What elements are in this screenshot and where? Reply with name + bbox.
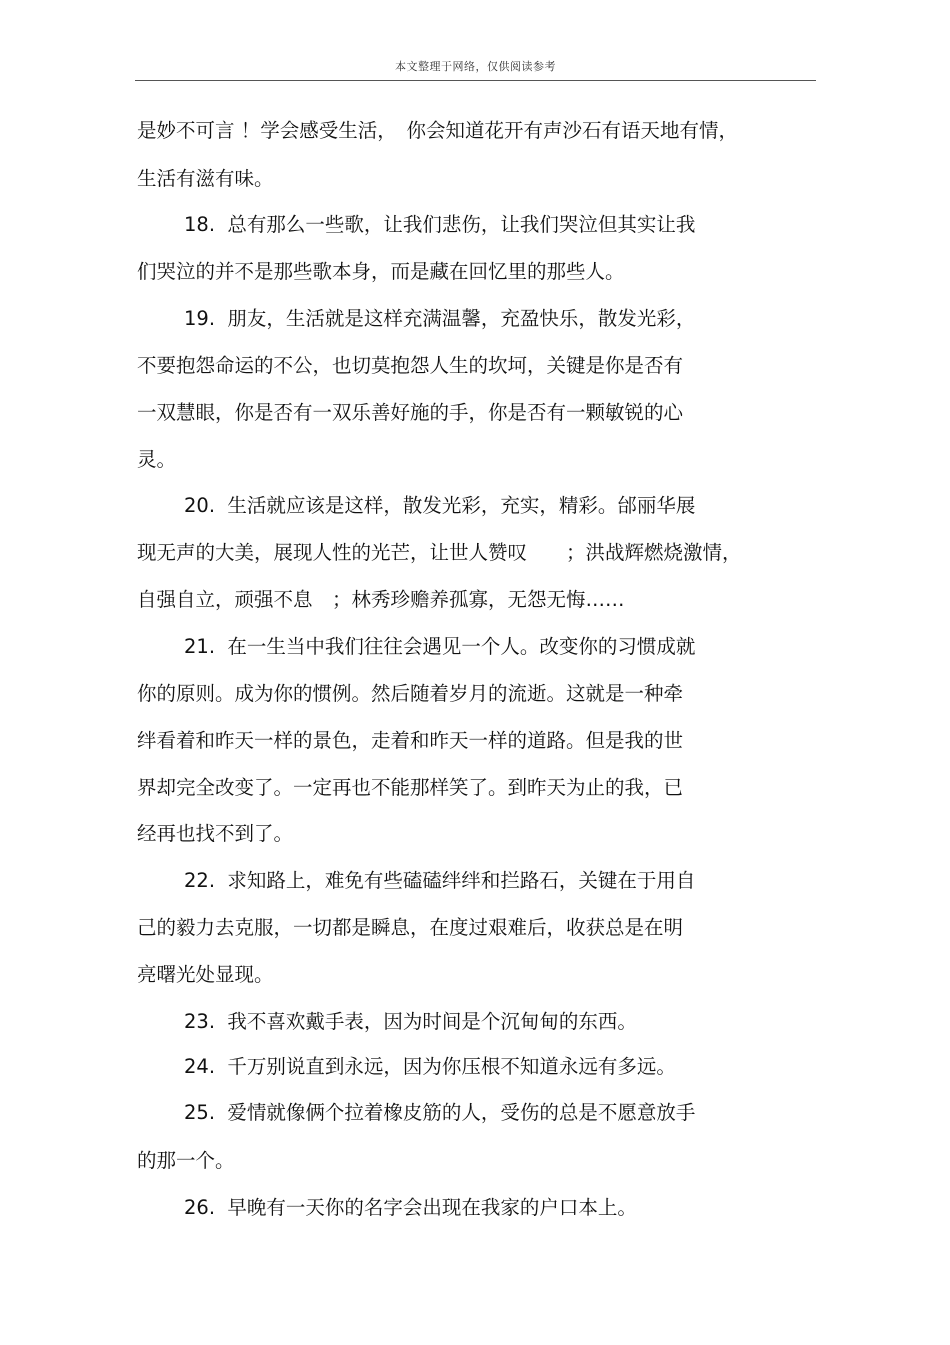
page-header: 本文整理于网络，仅供阅读参考 <box>395 60 556 73</box>
text-line: 绊看着和昨天一样的景色，走着和昨天一样的道路。但是我的世 <box>137 729 684 752</box>
text-line: 经再也找不到了。 <box>137 822 294 845</box>
item-21-line: 21. 在一生当中我们往往会遇见一个人。改变你的习惯成就 <box>184 635 696 658</box>
text-line: 亮曙光处显现。 <box>137 963 274 986</box>
header-divider <box>135 80 816 81</box>
text-line: 自强自立，顽强不息 ；林秀珍赡养孤寡，无怨无悔…… <box>137 588 625 611</box>
item-23-line: 23. 我不喜欢戴手表，因为时间是个沉甸甸的东西。 <box>184 1010 637 1033</box>
text-line: 生活有滋有味。 <box>137 167 274 190</box>
text-line: 是妙不可言 ！学会感受生活， 你会知道花开有声沙石有语天地有情， <box>137 119 738 142</box>
item-25-line: 25. 爱情就像俩个拉着橡皮筋的人，受伤的总是不愿意放手 <box>184 1101 696 1124</box>
text-line: 们哭泣的并不是那些歌本身，而是藏在回忆里的那些人。 <box>137 260 625 283</box>
item-24-line: 24. 千万别说直到永远，因为你压根不知道永远有多远。 <box>184 1055 676 1078</box>
item-22-line: 22. 求知路上，难免有些磕磕绊绊和拦路石，关键在于用自 <box>184 869 696 892</box>
text-line: 灵。 <box>137 448 177 471</box>
text-line: 不要抱怨命运的不公，也切莫抱怨人生的坎坷，关键是你是否有 <box>137 354 684 377</box>
text-line: 现无声的大美，展现人性的光芒，让世人赞叹 ；洪战辉燃烧激情， <box>137 541 742 564</box>
item-19-line: 19. 朋友，生活就是这样充满温馨，充盈快乐，散发光彩， <box>184 307 696 330</box>
item-26-line: 26. 早晚有一天你的名字会出现在我家的户口本上。 <box>184 1196 637 1219</box>
text-line: 的那一个。 <box>137 1149 235 1172</box>
text-line: 一双慧眼，你是否有一双乐善好施的手，你是否有一颗敏锐的心 <box>137 401 684 424</box>
text-line: 你的原则。成为你的惯例。然后随着岁月的流逝。这就是一种牵 <box>137 682 684 705</box>
text-line: 界却完全改变了。一定再也不能那样笑了。到昨天为止的我，已 <box>137 776 684 799</box>
item-20-line: 20. 生活就应该是这样，散发光彩，充实，精彩。邰丽华展 <box>184 494 696 517</box>
text-line: 己的毅力去克服，一切都是瞬息，在度过艰难后，收获总是在明 <box>137 916 684 939</box>
item-18-line: 18. 总有那么一些歌，让我们悲伤，让我们哭泣但其实让我 <box>184 213 696 236</box>
